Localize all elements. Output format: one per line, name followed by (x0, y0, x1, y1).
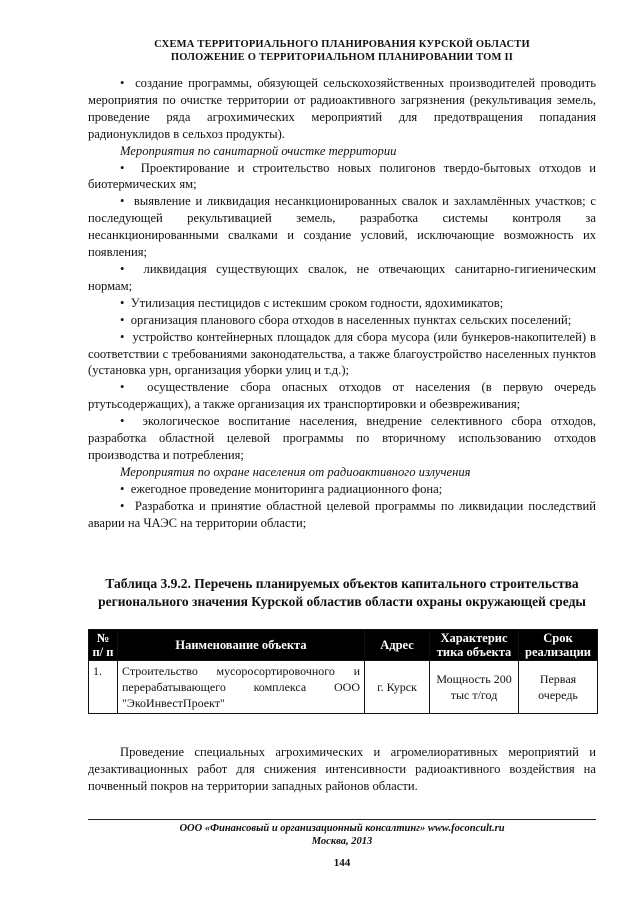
section-heading: Мероприятия по санитарной очистке территории (120, 143, 397, 158)
table-row (89, 661, 598, 714)
header-title: СХЕМА ТЕРРИТОРИАЛЬНОГО ПЛАНИРОВАНИЯ КУРСКОЙ ОБЛАСТИ (154, 39, 530, 50)
document-header (88, 38, 596, 64)
paragraph: • ежегодное проведение мониторинга радиационного фона; (88, 481, 596, 498)
cell-number: 1. (89, 661, 118, 714)
cell-term: Первая очередь (519, 661, 598, 714)
header-subtitle: ПОЛОЖЕНИЕ О ТЕРРИТОРИАЛЬНОМ ПЛАНИРОВАНИИ ТОМ II (170, 52, 514, 63)
paragraph: • создание программы, обязующей сельскохозяйственных производителей проводить мероприятия по очистке территории от радиоактивного загрязнения (рекультивация земель, проведение ряда агрохимических мероприятий для предотвращения попадания радионуклидов в сельхоз продукты). (88, 75, 596, 143)
column-header-address: Адрес (365, 630, 430, 661)
paragraph: • Утилизация пестицидов с истекшим сроком годности, ядохимикатов; (88, 295, 596, 312)
objects-table (88, 629, 598, 714)
paragraph: • осуществление сбора опасных отходов от населения (в первую очередь ртутьсодержащих), а также организация их транспортировки и обезвреживания; (88, 379, 596, 413)
cell-characteristic: Мощность 200 тыс т/год (430, 661, 519, 714)
document-footer (88, 823, 596, 848)
table-header-row (89, 630, 598, 661)
closing-paragraph (88, 744, 596, 795)
cell-object-name: Строительство мусоросортировочного и перерабатывающего комплекса ООО "ЭкоИнвестПроект" (118, 661, 365, 714)
column-header-name: Наименование объекта (118, 630, 365, 661)
paragraph: • выявление и ликвидация несанкционированных свалок и захламлённых участков; с последующей рекультивацией земель, разработка системы контроля за несанкционированными свалками и создание условий, исключающие возможность их появления; (88, 193, 596, 261)
paragraph: • Проектирование и строительство новых полигонов твердо-бытовых отходов и биотермических ям; (88, 160, 596, 194)
column-header-term: Срок реализации (519, 630, 598, 661)
paragraph: • устройство контейнерных площадок для сбора мусора (или бункеров-накопителей) в соответствии с требованиями законодательства, а также благоустройство населенных пунктов (установка урн, организация уборки улиц и т.д.); (88, 329, 596, 380)
footer-city-year: Москва, 2013 (311, 835, 373, 847)
table-caption-line: регионального значения Курской областив области охраны окружающей среды (98, 594, 586, 609)
column-header-characteristic: Характерис тика объекта (430, 630, 519, 661)
cell-address: г. Курск (365, 661, 430, 714)
paragraph: Проведение специальных агрохимических и агромелиоративных мероприятий и дезактивационных работ для снижения интенсивности радиоактивного воздействия на почвенный покров на территории западных районов области. (88, 745, 596, 793)
page-number: 144 (333, 857, 351, 869)
footer-divider (88, 819, 596, 820)
paragraph: • ликвидация существующих свалок, не отвечающих санитарно-гигиеническим нормам; (88, 261, 596, 295)
table-caption (88, 575, 596, 611)
paragraph: • Разработка и принятие областной целевой программы по ликвидации последствий аварии на ЧАЭС на территории области; (88, 498, 596, 532)
column-header-number: № п/ п (89, 630, 118, 661)
paragraph: • экологическое воспитание населения, внедрение селективного сбора отходов, разработка областной целевой программы по вторичному использованию отходов производства и потребления; (88, 413, 596, 464)
body-text (88, 75, 596, 531)
table-caption-line: Таблица 3.9.2. Перечень планируемых объектов капитального строительства (105, 576, 579, 591)
paragraph: • организация планового сбора отходов в населенных пунктах сельских поселений; (88, 312, 596, 329)
section-heading: Мероприятия по охране населения от радиоактивного излучения (120, 464, 471, 479)
footer-company: ООО «Финансовый и организационный консалтинг» www.foconcult.ru (179, 823, 505, 834)
